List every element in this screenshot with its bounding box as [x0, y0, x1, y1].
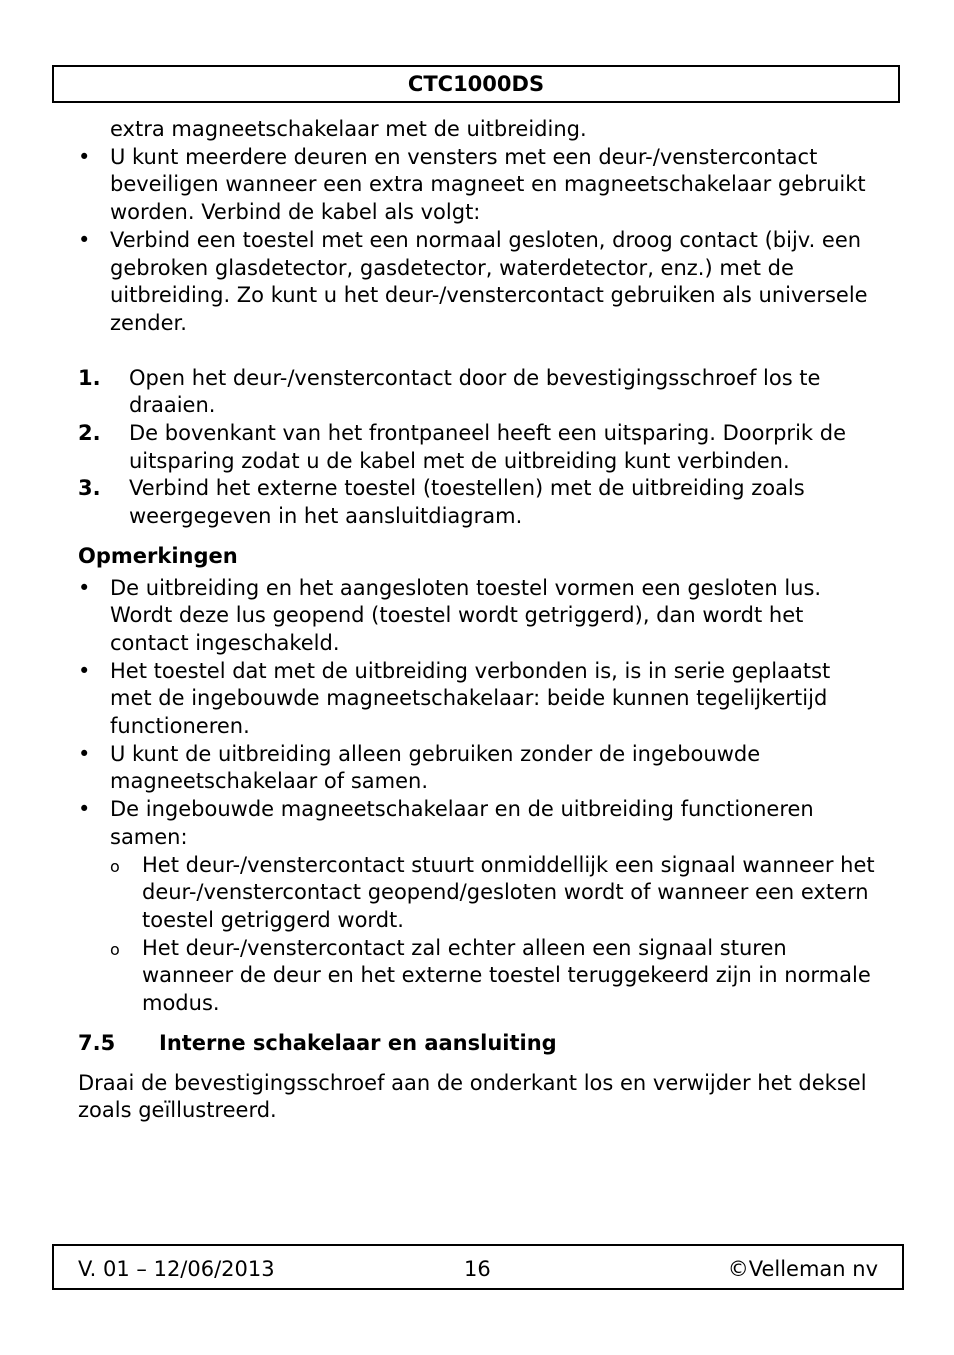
- header-model: CTC1000DS: [407, 72, 545, 96]
- bullet-text: U kunt meerdere deuren en vensters met een deur-/venstercontact beveiligen wanneer een extra magneet en magneetschakelaar gebruikt worden. Verbind de kabel als volgt:: [110, 144, 866, 225]
- bullet-text: De uitbreiding en het aangesloten toestel vormen een gesloten lus. Wordt deze lus geopend (toestel wordt getriggerd), dan wordt het contact ingeschakeld.: [110, 575, 822, 655]
- bullet-icon: •: [78, 741, 91, 766]
- remarks-list: [78, 575, 878, 852]
- step-text: Open het deur-/venstercontact door de bevestigingsschroef los te draaien.: [129, 365, 821, 418]
- section-title: Interne schakelaar en aansluiting: [159, 1030, 557, 1055]
- sub-list-item: [78, 935, 878, 1018]
- bullet-icon: •: [78, 797, 91, 822]
- bullet-text: De ingebouwde magneetschakelaar en de uitbreiding functioneren samen:: [110, 797, 814, 849]
- step-text: Verbind het externe toestel (toestellen) met de uitbreiding zoals weergegeven in het aansluitdiagram.: [129, 476, 805, 529]
- step-number: 3.: [78, 476, 101, 501]
- steps-list: [78, 365, 878, 531]
- step-text: De bovenkant van het frontpaneel heeft een uitsparing. Doorprik de uitsparing zodat u de kabel met de uitbreiding kunt verbinden.: [129, 421, 846, 473]
- sub-item-text: Het deur-/venstercontact stuurt onmiddellijk een signaal wanneer het deur-/venstercontact geopend/gesloten wordt of wanneer een extern toestel getriggerd wordt.: [142, 852, 875, 932]
- footer-version: V. 01 – 12/06/2013: [78, 1257, 275, 1281]
- step-item: [78, 475, 878, 530]
- list-item: [78, 741, 878, 796]
- bullet-text: Verbind een toestel met een normaal gesloten, droog contact (bijv. een gebroken glasdetector, gasdetector, waterdetector, enz.) met de uitbreiding. Zo kunt u het deur-/venstercontact gebruiken als universele zender.: [110, 227, 868, 335]
- bullet-icon: •: [78, 144, 91, 169]
- page-content: [78, 116, 878, 1125]
- step-number: 1.: [78, 365, 101, 390]
- bullet-text: Het toestel dat met de uitbreiding verbonden is, is in serie geplaatst met de ingebouwde magneetschakelaar: beide kunnen tegelijkertijd functioneren.: [110, 658, 831, 739]
- list-item: [78, 144, 878, 227]
- top-bullet-list: [78, 144, 878, 338]
- footer-page-number: 16: [464, 1257, 491, 1281]
- circle-bullet-icon: o: [110, 856, 120, 876]
- bullet-icon: •: [78, 575, 91, 600]
- intro-continuation: extra magneetschakelaar met de uitbreiding.: [110, 117, 587, 141]
- list-item: [78, 658, 878, 741]
- step-item: [78, 365, 878, 420]
- bullet-icon: •: [78, 227, 91, 252]
- page-footer-box: [52, 1244, 904, 1290]
- circle-bullet-icon: o: [110, 939, 120, 959]
- step-item: [78, 420, 878, 475]
- bullet-text: U kunt de uitbreiding alleen gebruiken zonder de ingebouwde magneetschakelaar of samen.: [110, 741, 761, 794]
- page-header-box: [52, 65, 900, 103]
- spacer: [78, 338, 878, 365]
- list-item: [78, 796, 878, 851]
- sub-list-item: [78, 852, 878, 935]
- sub-item-text: Het deur-/venstercontact zal echter alleen een signaal sturen wanneer de deur en het externe toestel teruggekeerd zijn in normale modus.: [142, 935, 871, 1016]
- remarks-sub-list: [78, 852, 878, 1018]
- bullet-icon: •: [78, 658, 91, 683]
- footer-copyright: ©Velleman nv: [727, 1257, 878, 1281]
- section-body: Draai de bevestigingsschroef aan de onderkant los en verwijder het deksel zoals geïllustreerd.: [78, 1070, 867, 1123]
- list-item: [78, 227, 878, 338]
- step-number: 2.: [78, 421, 101, 446]
- remarks-heading: Opmerkingen: [78, 543, 238, 568]
- section-heading: [78, 1030, 878, 1058]
- section-number: 7.5: [78, 1030, 116, 1055]
- list-item: [78, 575, 878, 658]
